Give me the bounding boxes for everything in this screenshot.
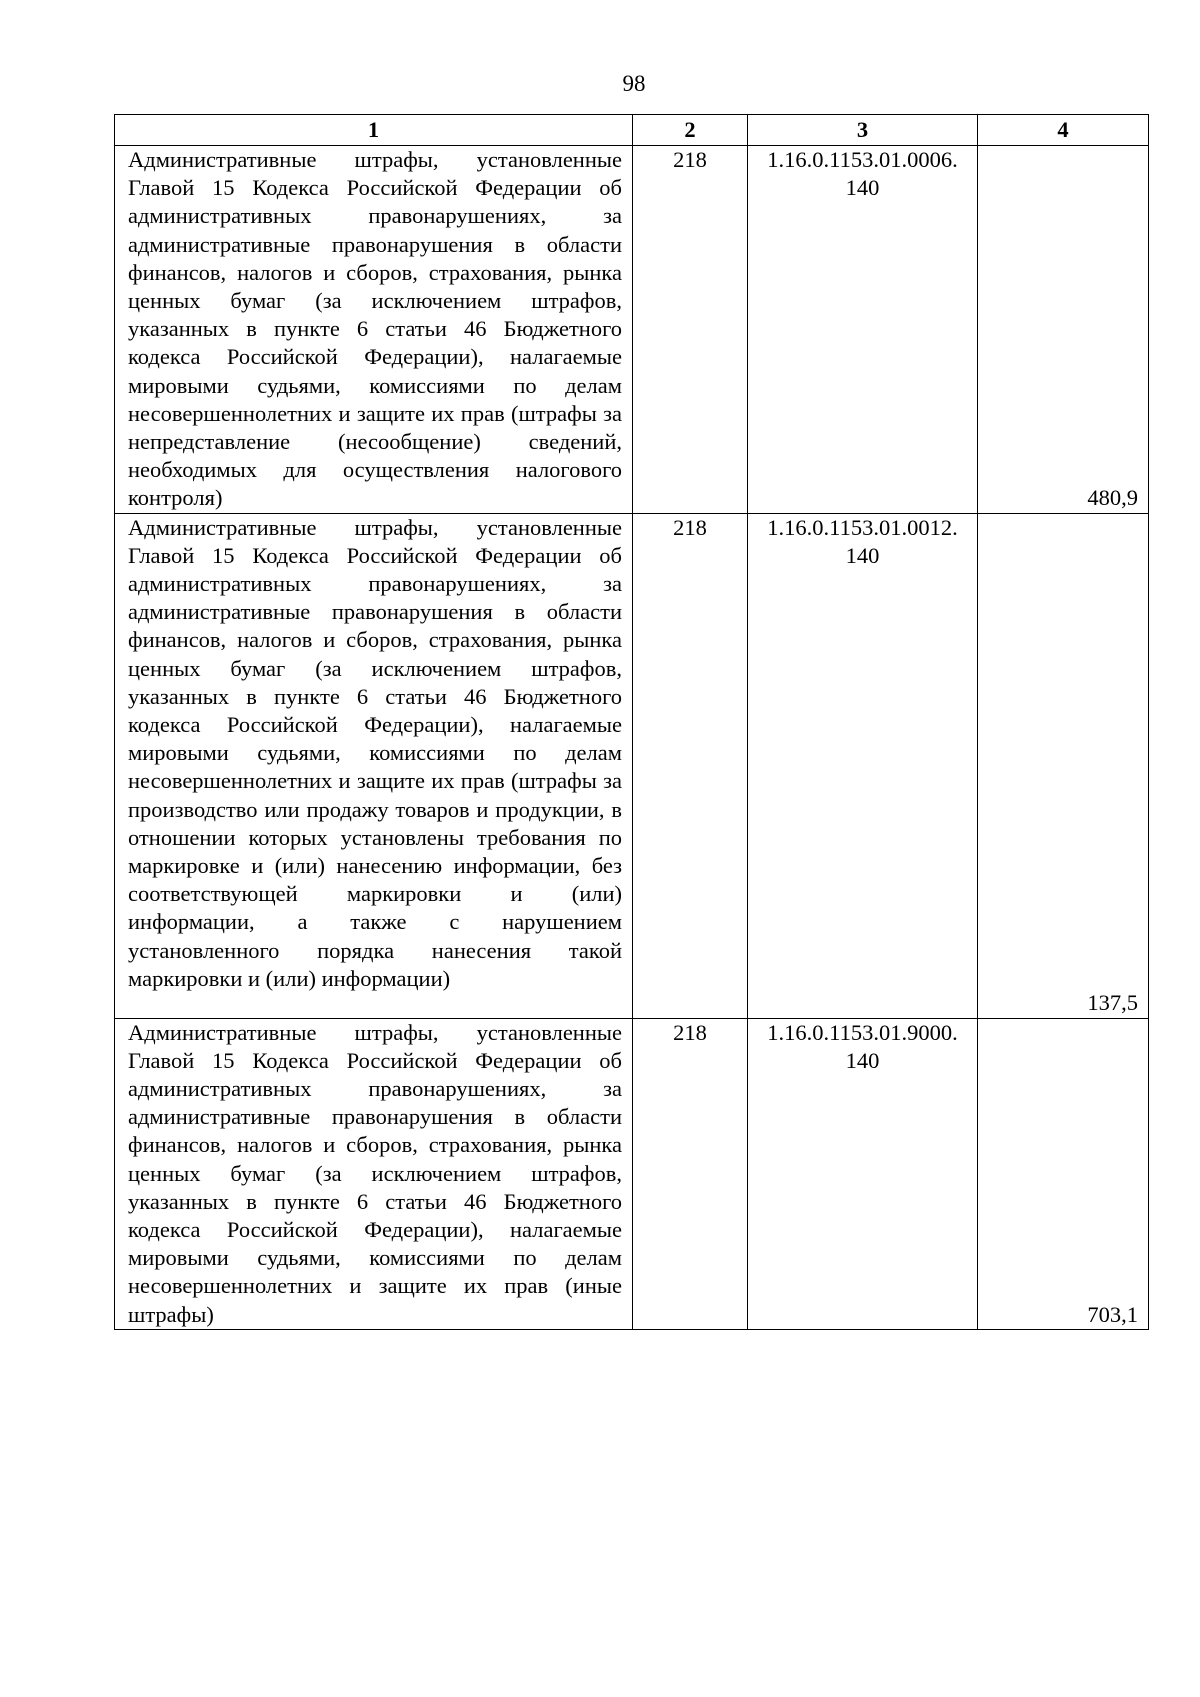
table-row: [115, 146, 1149, 514]
row-kbk-cell: [748, 513, 978, 1018]
header-column-1: 1: [115, 115, 633, 146]
row-description: Административные штрафы, установленные Главой 15 Кодекса Российской Федерации об административных правонарушениях, за административные правонарушения в области финансов, налогов и сборов, страхования, рынка ценных бумаг (за исключением штрафов, указанных в пункте 6 статьи 46 Бюджетного кодекса Российской Федерации), налагаемые мировыми судьями, комиссиями по делам несовершеннолетних и защите их прав (иные штрафы): [128, 1019, 622, 1327]
header-row: [115, 115, 1149, 146]
table-header: [115, 115, 1149, 146]
page-number: 98: [622, 71, 646, 96]
row-kbk-cell: [748, 146, 978, 514]
row-description-cell: [115, 1018, 633, 1329]
header-column-2: 2: [633, 115, 748, 146]
header-column-3: 3: [748, 115, 978, 146]
row-kbk-line1: 1.16.0.1153.01.9000.: [767, 1019, 958, 1045]
row-kbk-line2: 140: [845, 542, 880, 568]
table-row: [115, 1018, 1149, 1329]
header-column-4: 4: [978, 115, 1149, 146]
row-code: 218: [633, 513, 748, 1018]
row-kbk-line1: 1.16.0.1153.01.0012.: [767, 514, 958, 540]
row-description: Административные штрафы, установленные Главой 15 Кодекса Российской Федерации об административных правонарушениях, за административные правонарушения в области финансов, налогов и сборов, страхования, рынка ценных бумаг (за исключением штрафов, указанных в пункте 6 статьи 46 Бюджетного кодекса Российской Федерации), налагаемые мировыми судьями, комиссиями по делам несовершеннолетних и защите их прав (штрафы за непредставление (несообщение) сведений, необходимых для осуществления налогового контроля): [128, 147, 622, 511]
row-kbk-line1: 1.16.0.1153.01.0006.: [767, 147, 958, 172]
row-kbk-cell: [748, 1018, 978, 1329]
row-amount: 480,9: [978, 146, 1149, 514]
table-row: [115, 513, 1149, 1018]
row-kbk-line2: 140: [845, 1047, 880, 1073]
row-kbk-line2: 140: [845, 175, 880, 201]
row-description: Административные штрафы, установленные Главой 15 Кодекса Российской Федерации об административных правонарушениях, за административные правонарушения в области финансов, налогов и сборов, страхования, рынка ценных бумаг (за исключением штрафов, указанных в пункте 6 статьи 46 Бюджетного кодекса Российской Федерации), налагаемые мировыми судьями, комиссиями по делам несовершеннолетних и защите их прав (штрафы за производство или продажу товаров и продукции, в отношении которых установлены требования по маркировке и (или) нанесению информации, без соответствующей маркировки и (или) информации, а также с нарушением установленного порядка нанесения такой маркировки и (или) информации): [128, 514, 622, 991]
row-description-cell: [115, 146, 633, 514]
table-body: [115, 146, 1149, 1330]
row-code: 218: [633, 146, 748, 514]
row-code: 218: [633, 1018, 748, 1329]
budget-table: [114, 114, 1149, 1330]
row-amount: 137,5: [978, 513, 1149, 1018]
row-amount: 703,1: [978, 1018, 1149, 1329]
row-description-cell: [115, 513, 633, 1018]
